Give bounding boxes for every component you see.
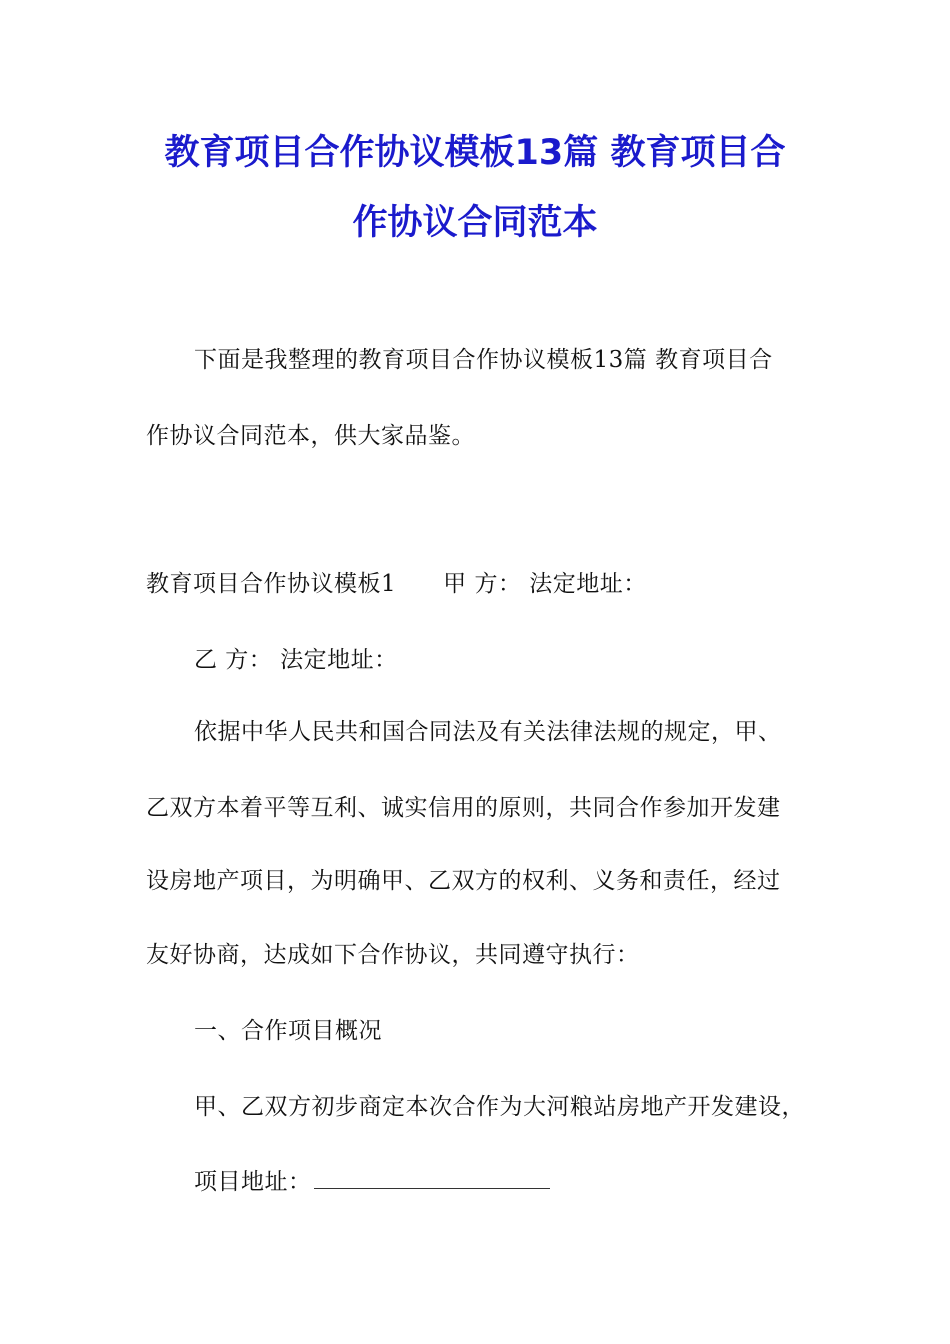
paragraph-1-line-4: 友好协商，达成如下合作协议，共同遵守执行： [146, 942, 640, 968]
document-title-line-2: 作协议合同范本 [352, 203, 598, 243]
paragraph-1-line-2: 乙双方本着平等互利、诚实信用的原则，共同合作参加开发建 [146, 795, 781, 821]
project-address-blank [314, 1170, 550, 1189]
paragraph-1-line-3: 设房地产项目，为明确甲、乙双方的权利、义务和责任，经过 [146, 868, 781, 894]
project-address-line [194, 1170, 550, 1194]
document-title-line-1: 教育项目合作协议模板13篇 教育项目合 [164, 133, 786, 173]
intro-line-2: 作协议合同范本，供大家品鉴。 [146, 423, 475, 449]
party-b-line: 乙 方： 法定地址： [194, 647, 398, 673]
intro-line-1: 下面是我整理的教育项目合作协议模板13篇 教育项目合 [194, 347, 773, 373]
template-1-heading: 教育项目合作协议模板1 甲 方： 法定地址： [146, 571, 647, 597]
section-1-title: 一、合作项目概况 [194, 1018, 382, 1044]
project-address-label: 项目地址： [194, 1169, 312, 1195]
paragraph-1-line-1: 依据中华人民共和国合同法及有关法律法规的规定，甲、 [194, 719, 782, 745]
section-1-text: 甲、乙双方初步商定本次合作为大河粮站房地产开发建设， [194, 1094, 805, 1120]
